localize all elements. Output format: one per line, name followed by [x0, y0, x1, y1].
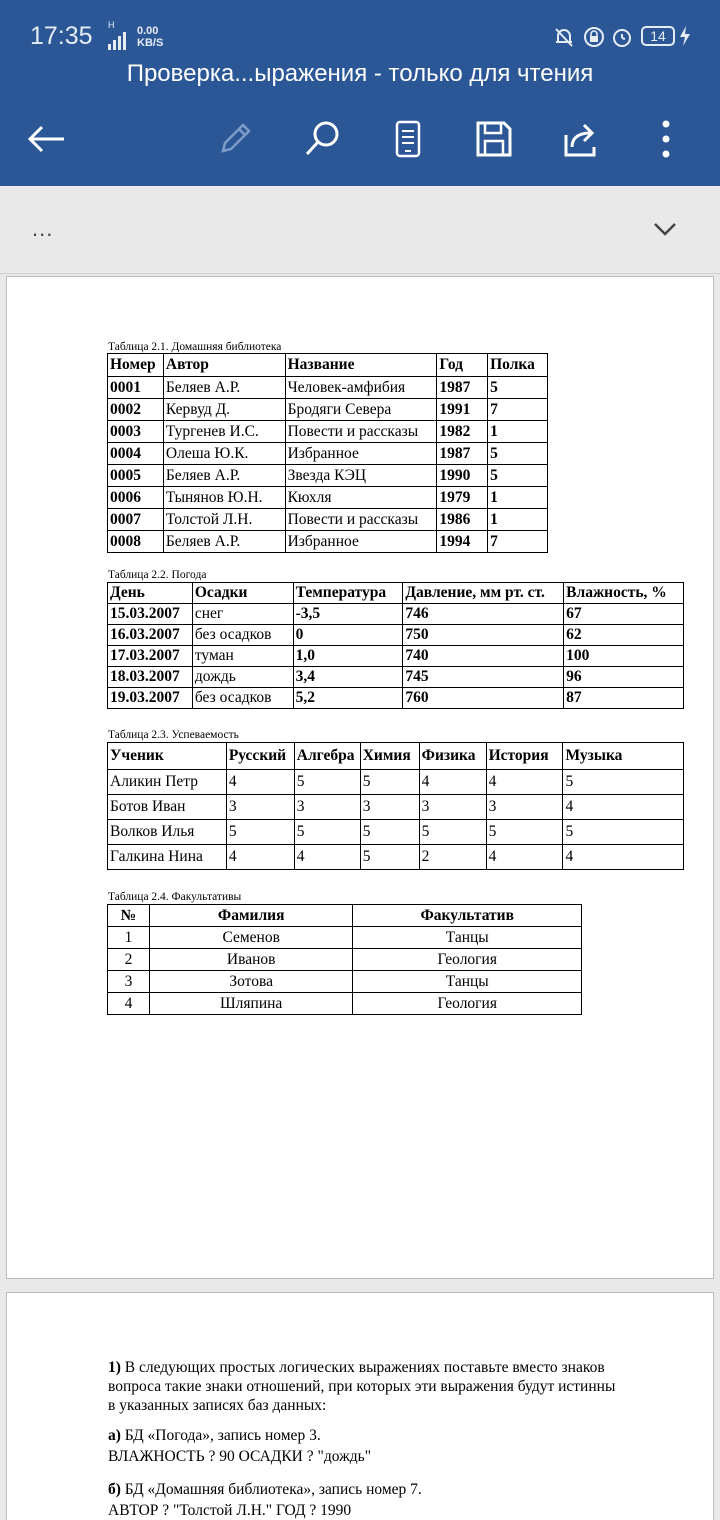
table-cell: без осадков — [192, 625, 293, 646]
table-cell: без осадков — [192, 688, 293, 709]
network-type: H — [108, 20, 115, 30]
table-cell: 67 — [564, 604, 684, 625]
table-row — [108, 770, 684, 795]
net-speed-unit: KB/S — [137, 37, 164, 49]
table-cell: 5 — [488, 465, 548, 487]
more-options-button[interactable] — [644, 117, 688, 161]
table-cell: 745 — [403, 667, 564, 688]
item-b-line — [108, 1480, 422, 1499]
signal-icon — [108, 30, 136, 52]
question-line — [108, 1358, 615, 1377]
share-icon — [560, 119, 600, 159]
table-cell: 0007 — [108, 509, 164, 531]
table-row — [108, 421, 548, 443]
table-cell: Шляпина — [149, 993, 353, 1015]
table-cell: 4 — [294, 845, 360, 870]
table-cell: Звезда КЭЦ — [285, 465, 437, 487]
table-cell: Беляев А.Р. — [163, 465, 285, 487]
table-header-cell: Осадки — [192, 583, 293, 604]
table-row — [108, 949, 582, 971]
table-cell: Олеша Ю.К. — [163, 443, 285, 465]
table-cell: 1,0 — [293, 646, 403, 667]
table-cell: Избранное — [285, 443, 437, 465]
table-header-cell: Год — [437, 354, 488, 377]
table-cell: 4 — [226, 770, 294, 795]
table-cell: 760 — [403, 688, 564, 709]
document-title: Проверка...ыражения - только для чтения — [126, 60, 594, 87]
table-cell: 4 — [563, 845, 684, 870]
question-number: 1) — [108, 1359, 121, 1376]
reading-mode-button[interactable] — [386, 117, 430, 161]
table-cell: 100 — [564, 646, 684, 667]
mobile-view-icon — [393, 119, 423, 159]
share-button[interactable] — [558, 117, 602, 161]
table-cell: 0002 — [108, 399, 164, 421]
table-header-cell: Название — [285, 354, 437, 377]
question-line: вопроса такие знаки отношений, при которых эти выражения будут истинны — [108, 1378, 616, 1395]
table-cell: 1990 — [437, 465, 488, 487]
table-cell: 1987 — [437, 377, 488, 399]
table-cell: 5 — [226, 820, 294, 845]
table-header-cell: Влажность, % — [564, 583, 684, 604]
back-button[interactable] — [24, 117, 68, 161]
table-cell: 5 — [360, 770, 419, 795]
table1-caption: Таблица 2.1. Домашняя библиотека — [108, 341, 282, 353]
table-row — [108, 667, 684, 688]
table-cell: 19.03.2007 — [108, 688, 193, 709]
table-cell: 3 — [108, 971, 150, 993]
table-cell: 3,4 — [293, 667, 403, 688]
table-header-cell: Номер — [108, 354, 164, 377]
table2-caption: Таблица 2.2. Погода — [108, 569, 207, 581]
save-icon — [474, 119, 514, 159]
table-cell: 2 — [419, 845, 486, 870]
table-cell: Человек-амфибия — [285, 377, 437, 399]
arrow-left-icon — [26, 124, 66, 154]
table-cell: 18.03.2007 — [108, 667, 193, 688]
question-text: В следующих простых логических выражениях поставьте вместо знаков — [120, 1359, 605, 1376]
table-cell: 1982 — [437, 421, 488, 443]
table-cell: 16.03.2007 — [108, 625, 193, 646]
table-cell: 750 — [403, 625, 564, 646]
table-header-cell: Факультатив — [353, 905, 582, 927]
ribbon-bar — [0, 186, 720, 274]
table-cell: Зотова — [149, 971, 353, 993]
table-header-cell: Давление, мм рт. ст. — [403, 583, 564, 604]
table-header-cell: Полка — [488, 354, 548, 377]
table-cell: Повести и рассказы — [285, 509, 437, 531]
table-cell: 1991 — [437, 399, 488, 421]
table-row — [108, 971, 582, 993]
table-cell: 5 — [563, 770, 684, 795]
table-cell: 4 — [419, 770, 486, 795]
table-cell: Иванов — [149, 949, 353, 971]
table-cell: 5 — [360, 845, 419, 870]
table-cell: 96 — [564, 667, 684, 688]
table-cell: 4 — [226, 845, 294, 870]
table-cell: 5 — [294, 820, 360, 845]
table-cell: снег — [192, 604, 293, 625]
table-cell: Кервуд Д. — [163, 399, 285, 421]
table-cell: 87 — [564, 688, 684, 709]
table-cell: Толстой Л.Н. — [163, 509, 285, 531]
table-cell: 0008 — [108, 531, 164, 553]
item-a-text: БД «Погода», запись номер 3. — [120, 1427, 321, 1444]
net-speed — [137, 25, 163, 49]
table-cell: Галкина Нина — [108, 845, 227, 870]
table-cell: 0 — [293, 625, 403, 646]
question-line: в указанных записях баз данных: — [108, 1397, 327, 1414]
table-cell: 3 — [226, 795, 294, 820]
table-cell: Беляев А.Р. — [163, 377, 285, 399]
table-cell: 0004 — [108, 443, 164, 465]
item-b-label: б) — [108, 1481, 121, 1498]
electives-table — [107, 904, 582, 1015]
table-header-row — [108, 905, 582, 927]
status-time: 17:35 — [30, 22, 93, 50]
search-icon — [302, 119, 342, 159]
table-header-cell: День — [108, 583, 193, 604]
table-cell: 1994 — [437, 531, 488, 553]
table-cell: 5 — [294, 770, 360, 795]
more-vertical-icon — [660, 119, 672, 159]
table-cell: 1 — [488, 487, 548, 509]
table-header-row — [108, 583, 684, 604]
table-cell: Ботов Иван — [108, 795, 227, 820]
table3-caption: Таблица 2.3. Успеваемость — [108, 729, 239, 741]
weather-table — [107, 582, 684, 709]
table-cell: Геология — [353, 949, 582, 971]
table-cell: 1979 — [437, 487, 488, 509]
item-a-label: а) — [108, 1427, 121, 1444]
table-header-cell: Химия — [360, 743, 419, 770]
table-header-cell: Алгебра — [294, 743, 360, 770]
ribbon-more-button[interactable]: ... — [32, 216, 54, 241]
document-page-1 — [6, 276, 714, 1279]
table-row — [108, 688, 684, 709]
pencil-icon — [215, 119, 255, 159]
table-cell: Тынянов Ю.Н. — [163, 487, 285, 509]
table-header-cell: Температура — [293, 583, 403, 604]
edit-button[interactable] — [213, 117, 257, 161]
search-button[interactable] — [300, 117, 344, 161]
table-header-cell: Русский — [226, 743, 294, 770]
table-row — [108, 509, 548, 531]
question-item-b — [108, 1480, 422, 1520]
item-b-expression: АВТОР ? "Толстой Л.Н." ГОД ? 1990 — [108, 1502, 352, 1519]
table-cell: туман — [192, 646, 293, 667]
table-cell: 5 — [360, 820, 419, 845]
table-cell: 0005 — [108, 465, 164, 487]
table-cell: 0006 — [108, 487, 164, 509]
table-cell: 62 — [564, 625, 684, 646]
document-page-2 — [6, 1292, 714, 1520]
question-item-a — [108, 1426, 371, 1466]
table-row — [108, 795, 684, 820]
table-cell: 0001 — [108, 377, 164, 399]
table-row — [108, 993, 582, 1015]
table-cell: 740 — [403, 646, 564, 667]
grades-table — [107, 742, 684, 870]
table-cell: 0003 — [108, 421, 164, 443]
table-cell: 1987 — [437, 443, 488, 465]
table-cell: 5 — [486, 820, 563, 845]
battery-indicator: 14 — [641, 26, 675, 46]
table-header-cell: Музыка — [563, 743, 684, 770]
item-b-text: БД «Домашняя библиотека», запись номер 7. — [120, 1481, 422, 1498]
table4-caption: Таблица 2.4. Факультативы — [108, 891, 242, 903]
table-row — [108, 377, 548, 399]
table-header-cell: Фамилия — [149, 905, 353, 927]
table-cell: 1 — [108, 927, 150, 949]
table-cell: 17.03.2007 — [108, 646, 193, 667]
table-cell: 5 — [488, 377, 548, 399]
table-cell: Танцы — [353, 971, 582, 993]
table-header-cell: Ученик — [108, 743, 227, 770]
table-header-cell: № — [108, 905, 150, 927]
table-cell: 5 — [488, 443, 548, 465]
table-cell: 3 — [486, 795, 563, 820]
table-header-row — [108, 743, 684, 770]
table-cell: Аликин Петр — [108, 770, 227, 795]
table-cell: Волков Илья — [108, 820, 227, 845]
item-a-expression: ВЛАЖНОСТЬ ? 90 ОСАДКИ ? "дождь" — [108, 1448, 372, 1465]
table-cell: 7 — [488, 399, 548, 421]
table-row — [108, 604, 684, 625]
table-cell: Семенов — [149, 927, 353, 949]
table-row — [108, 443, 548, 465]
table-cell: 3 — [360, 795, 419, 820]
status-bar — [0, 0, 720, 56]
chevron-down-icon[interactable] — [652, 220, 678, 238]
table-cell: 1 — [488, 509, 548, 531]
table-cell: 4 — [486, 770, 563, 795]
rotation-lock-icon — [583, 26, 605, 48]
library-table — [107, 353, 548, 553]
item-a-line — [108, 1426, 371, 1445]
table-cell: 5,2 — [293, 688, 403, 709]
question-paragraph — [108, 1358, 615, 1415]
table-row — [108, 646, 684, 667]
table-cell: 2 — [108, 949, 150, 971]
table-cell: Беляев А.Р. — [163, 531, 285, 553]
app-bar — [0, 0, 720, 186]
table-cell: 3 — [419, 795, 486, 820]
table-cell: 4 — [108, 993, 150, 1015]
table-cell: -3,5 — [293, 604, 403, 625]
table-cell: Геология — [353, 993, 582, 1015]
table-cell: 4 — [486, 845, 563, 870]
save-button[interactable] — [472, 117, 516, 161]
charging-icon — [679, 26, 691, 46]
table-row — [108, 399, 548, 421]
table-cell: 15.03.2007 — [108, 604, 193, 625]
table-row — [108, 820, 684, 845]
table-row — [108, 487, 548, 509]
table-row — [108, 531, 548, 553]
table-header-cell: История — [486, 743, 563, 770]
table-row — [108, 845, 684, 870]
alarm-icon — [611, 26, 633, 48]
net-speed-value: 0.00 — [137, 25, 159, 37]
table-cell: 1 — [488, 421, 548, 443]
table-cell: 746 — [403, 604, 564, 625]
table-cell: Избранное — [285, 531, 437, 553]
table-cell: Повести и рассказы — [285, 421, 437, 443]
table-cell: 5 — [563, 820, 684, 845]
table-cell: 5 — [419, 820, 486, 845]
table-header-cell: Автор — [163, 354, 285, 377]
table-cell: 1986 — [437, 509, 488, 531]
bell-off-icon — [553, 26, 575, 48]
table-cell: 7 — [488, 531, 548, 553]
table-cell: Кюхля — [285, 487, 437, 509]
table-cell: дождь — [192, 667, 293, 688]
table-cell: 4 — [563, 795, 684, 820]
table-row — [108, 465, 548, 487]
table-row — [108, 927, 582, 949]
table-row — [108, 625, 684, 646]
table-cell: 3 — [294, 795, 360, 820]
table-header-cell: Физика — [419, 743, 486, 770]
table-cell: Бродяги Севера — [285, 399, 437, 421]
table-cell: Тургенев И.С. — [163, 421, 285, 443]
table-cell: Танцы — [353, 927, 582, 949]
table-header-row — [108, 354, 548, 377]
